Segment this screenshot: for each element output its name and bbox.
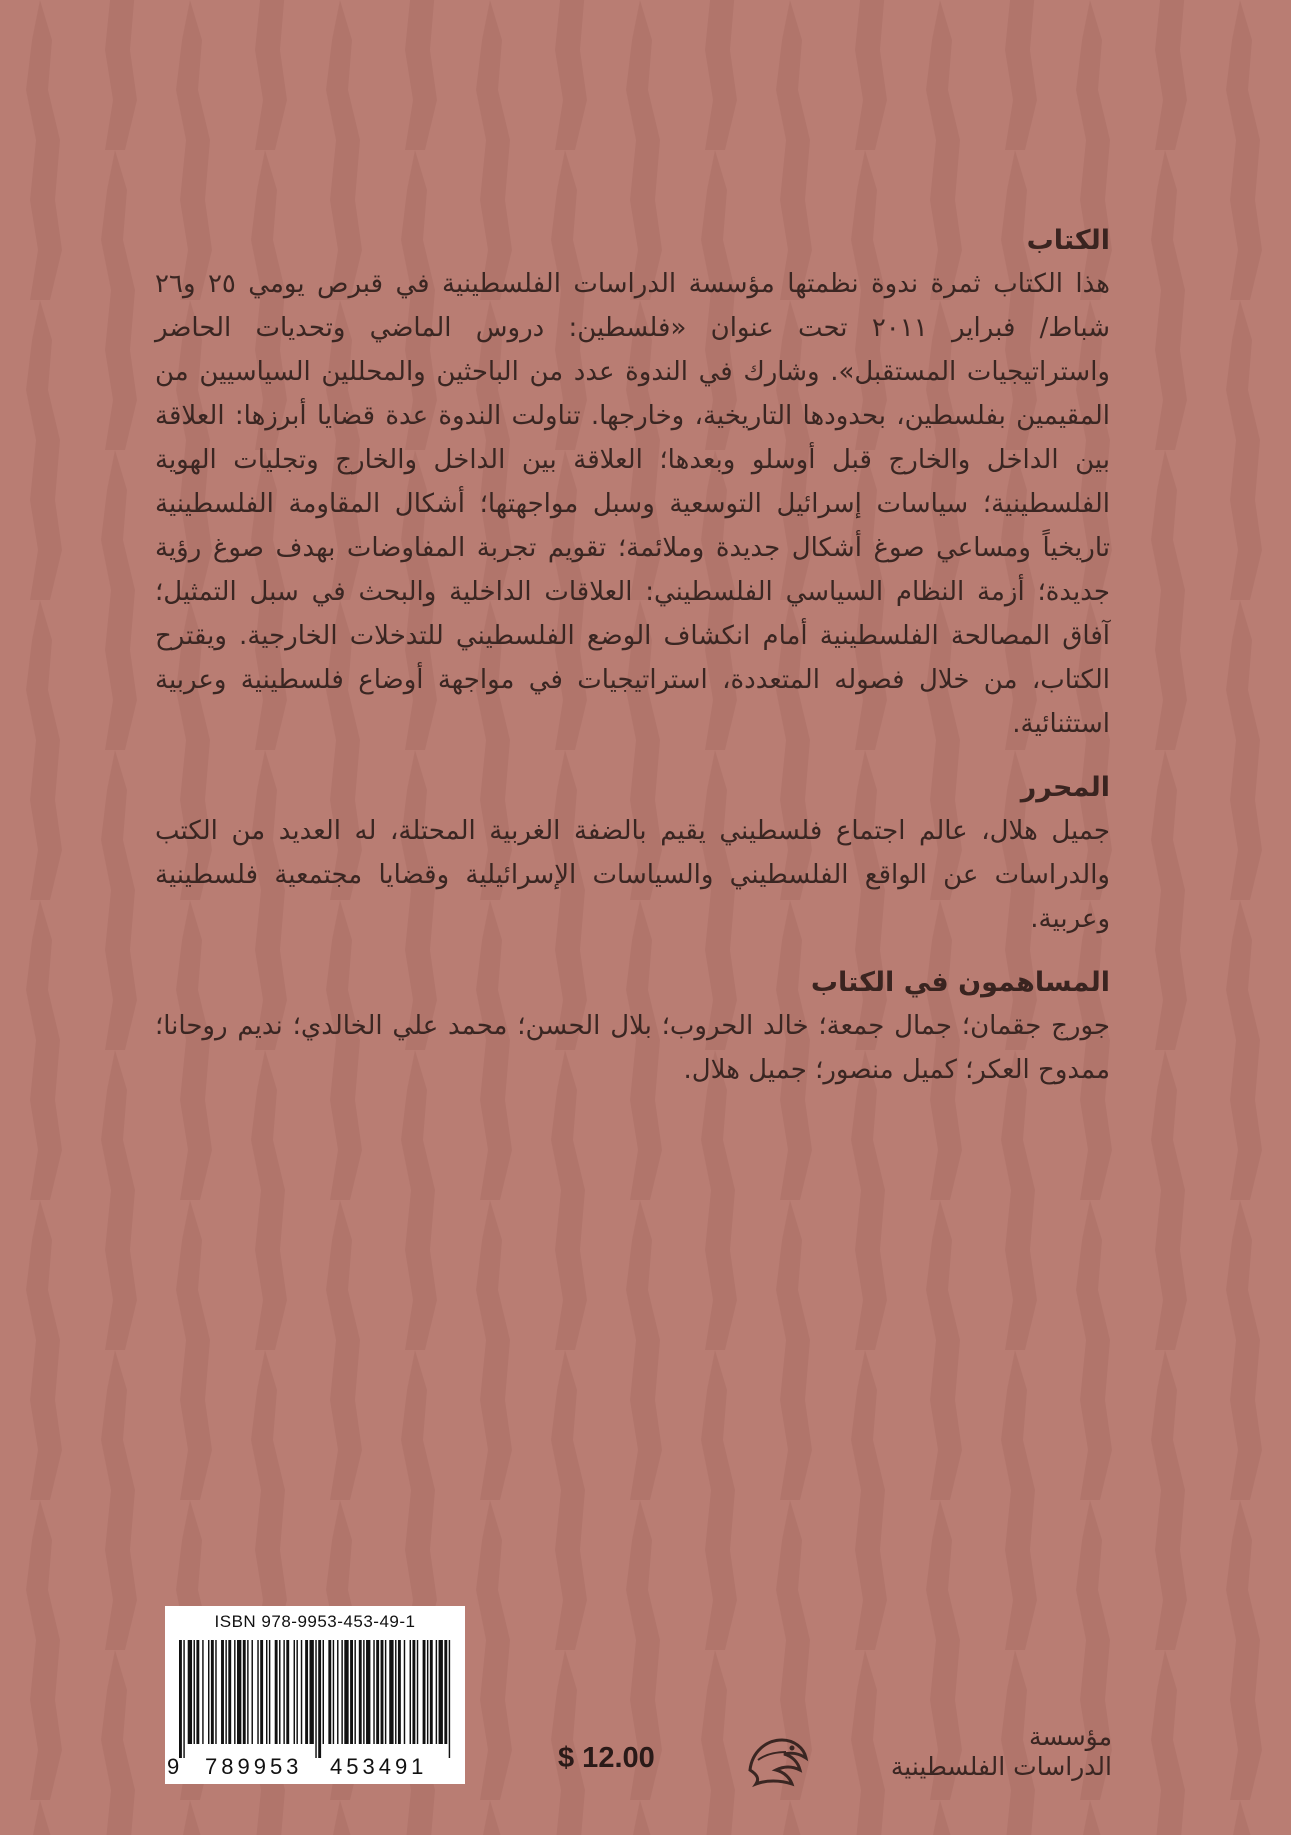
barcode-bar (257, 1640, 258, 1744)
price-label: $ 12.00 (558, 1742, 655, 1774)
barcode-bar (439, 1640, 443, 1744)
barcode-bar (359, 1640, 362, 1744)
barcode-bar (211, 1640, 214, 1744)
barcode-bar (208, 1640, 209, 1744)
barcode-bar (341, 1640, 342, 1744)
barcode-bar (179, 1640, 182, 1758)
barcode-bar (247, 1640, 248, 1744)
barcode-bar (215, 1640, 216, 1744)
barcode-bar (296, 1640, 297, 1744)
barcode-bar (385, 1640, 386, 1744)
barcode-bar (430, 1640, 433, 1744)
barcode-bar (279, 1640, 280, 1744)
isbn-label: ISBN 978-9953-453-49-1 (214, 1612, 416, 1631)
barcode-bar (449, 1640, 450, 1758)
barcode-bar (260, 1640, 263, 1744)
barcode-bar (444, 1640, 447, 1744)
publisher-name (891, 1722, 1112, 1782)
barcode-bar (389, 1640, 393, 1744)
barcode-bar (363, 1640, 364, 1744)
barcode-bars (179, 1640, 451, 1758)
barcode-bar (333, 1640, 334, 1744)
barcode-bar (427, 1640, 428, 1744)
section-body-contributors: جورج جقمان؛ جمال جمعة؛ خالد الحروب؛ بلال الحسن؛ محمد علي الخالدي؛ نديم روحانا؛ ممدوح العكر؛ كميل منصور؛ جميل هلال. (155, 1011, 1110, 1085)
barcode-bar (202, 1640, 203, 1744)
barcode-bar (436, 1640, 437, 1744)
barcode-bar (376, 1640, 379, 1744)
section-body-book: هذا الكتاب ثمرة ندوة نظمتها مؤسسة الدراسات الفلسطينية في قبرص يومي ٢٥ و٢٦ شباط/ فبراير ٢٠١١ تحت عنوان «فلسطين: دروس الماضي وتحديات الحاضر واستراتيجيات المستقبل». وشارك في الندوة عدد من الباحثين والمحللين السياسيين من المقيمين بفلسطين، بحدودها التاريخية، وخارجها. تناولت الندوة عدة قضايا أبرزها: العلاقة بين الداخل والخارج قبل أوسلو وبعدها؛ العلاقة بين الداخل والخارج وتجليات الهوية الفلسطينية؛ سياسات إسرائيل التوسعية وسبل مواجهتها؛ أشكال المقاومة الفلسطينية تاريخياً ومساعي صوغ أشكال جديدة وملائمة؛ تقويم تجربة المفاوضات بهدف صوغ رؤية جديدة؛ أزمة النظام السياسي الفلسطيني: العلاقات الداخلية والبحث في سبل التمثيل؛ آفاق المصالحة الفلسطينية أمام انكشاف الوضع الفلسطيني للتدخلات الخارجية. ويقترح الكتاب، من خلال فصوله المتعددة، استراتيجيات في مواجهة أوضاع فلسطينية وعربية استثنائية. (155, 269, 1111, 739)
barcode-bar (315, 1640, 316, 1758)
isbn-barcode (165, 1606, 465, 1784)
barcode-bar (286, 1640, 289, 1744)
section-title-book: الكتاب (1026, 225, 1110, 256)
barcode-bar (337, 1640, 338, 1744)
isbn-digits-right: 453491 (330, 1754, 428, 1779)
publisher-logo (742, 1722, 1112, 1792)
barcode-bar (194, 1640, 195, 1744)
barcode-bar (221, 1640, 224, 1744)
section-contributors (155, 967, 1110, 1092)
barcode-bar (196, 1640, 199, 1744)
barcode-bar (417, 1640, 418, 1744)
horse-head-logo-icon (742, 1730, 812, 1788)
barcode-bar (188, 1640, 192, 1744)
isbn-digit-first: 9 (167, 1754, 180, 1779)
barcode-bar (266, 1640, 267, 1744)
barcode-bar (366, 1640, 370, 1744)
barcode-bar (275, 1640, 278, 1744)
barcode-bar (344, 1640, 348, 1744)
barcode-bar (323, 1640, 324, 1744)
barcode-bar (301, 1640, 302, 1744)
barcode-bar (305, 1640, 308, 1744)
barcode-bar (328, 1640, 331, 1744)
section-body-editor: جميل هلال، عالم اجتماع فلسطيني يقيم بالضفة الغربية المحتلة، له العديد من الكتب والدراسات عن الواقع الفلسطيني والسياسات الإسرائيلية وقضايا مجتمعية فلسطينية وعربية. (155, 816, 1110, 934)
barcode-bar (381, 1640, 384, 1744)
barcode-bar (269, 1640, 270, 1744)
barcode-bar (228, 1640, 231, 1744)
barcode-bar (350, 1640, 353, 1744)
barcode-bar (237, 1640, 241, 1744)
barcode-bar (283, 1640, 284, 1744)
barcode-bar (243, 1640, 246, 1744)
barcode-bar (234, 1640, 235, 1744)
barcode-bar (395, 1640, 396, 1744)
barcode-bar (318, 1640, 321, 1758)
publisher-name-line2: الدراسات الفلسطينية (890, 1752, 1112, 1781)
barcode-bar (404, 1640, 405, 1744)
barcode-bar (183, 1640, 184, 1758)
publisher-name-line1: مؤسسة (1029, 1722, 1112, 1751)
barcode-bar (423, 1640, 426, 1744)
back-cover-text (155, 225, 1110, 1118)
barcode-bar (410, 1640, 411, 1744)
barcode-bar (225, 1640, 226, 1744)
barcode-bar (412, 1640, 415, 1744)
barcode-bar (252, 1640, 253, 1744)
isbn-digits-left: 789953 (205, 1754, 303, 1779)
section-title-editor: المحرر (1020, 772, 1110, 803)
barcode-bar (354, 1640, 355, 1744)
section-editor (155, 772, 1110, 941)
section-title-contributors: المساهمون في الكتاب (810, 967, 1110, 998)
barcode-bar (398, 1640, 401, 1744)
barcode-bar (310, 1640, 314, 1744)
section-about-book (155, 225, 1110, 746)
barcode-bar (294, 1640, 295, 1744)
barcode-bar (373, 1640, 374, 1744)
